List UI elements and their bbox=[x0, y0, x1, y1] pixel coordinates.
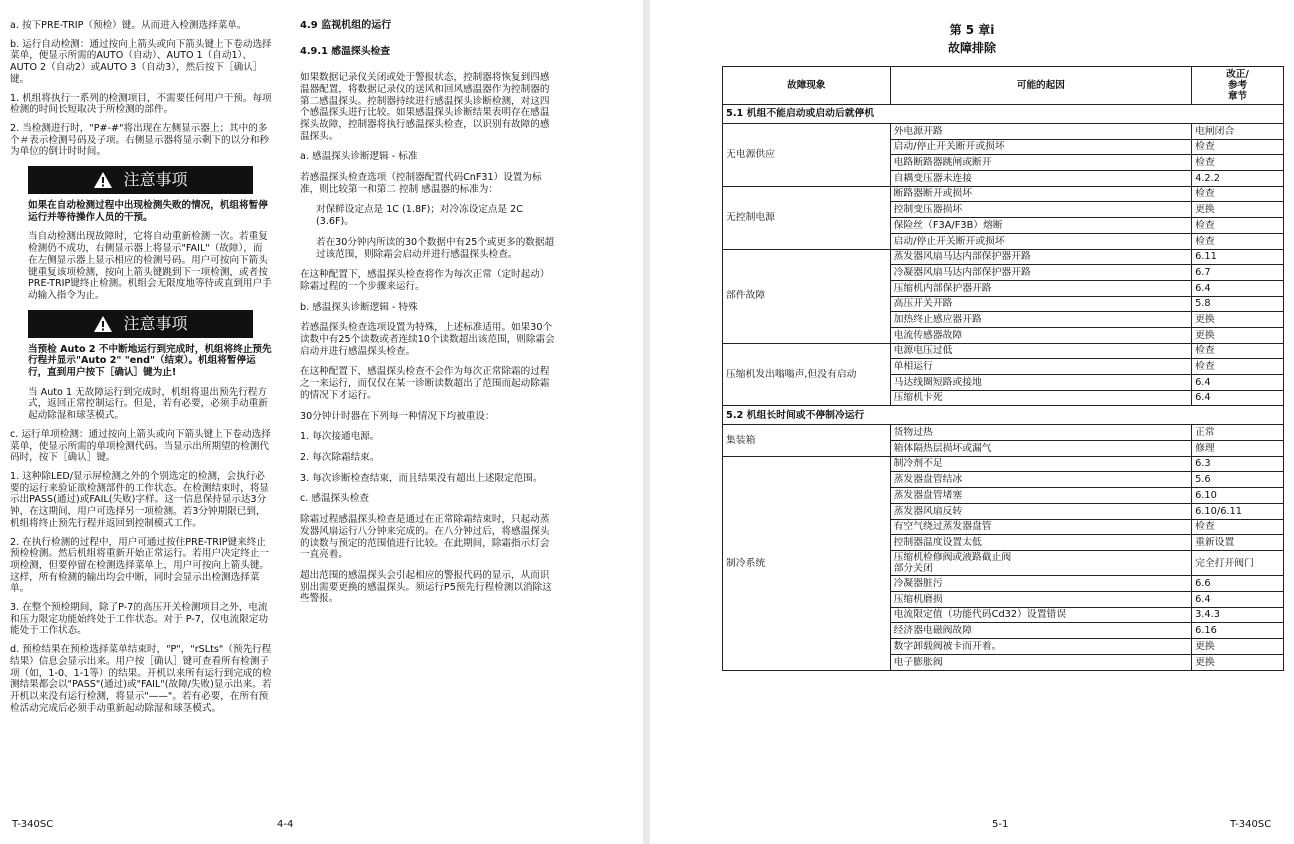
cause-cell: 自耦变压器未连接 bbox=[890, 171, 1191, 187]
remedy-cell: 5.8 bbox=[1192, 296, 1284, 312]
remedy-cell: 检查 bbox=[1192, 186, 1284, 202]
step-b1: 1. 机组将执行一系列的检测项目，不需要任何用户干预。每项检测的时间长短取决于所检测的部件。 bbox=[10, 92, 272, 116]
cause-cell: 数字卸载阀被卡而开着。 bbox=[890, 639, 1191, 655]
remedy-cell: 检查 bbox=[1192, 139, 1284, 155]
paragraph-setpoint: 对保鲜设定点是 1C (1.8F)；对冷冻设定点是 2C (3.6F)。 bbox=[316, 204, 523, 228]
remedy-cell: 检查 bbox=[1192, 359, 1284, 375]
remedy-cell: 检查 bbox=[1192, 218, 1284, 234]
remedy-cell: 5.6 bbox=[1192, 472, 1284, 488]
caution-title-1: 注意事项 bbox=[123, 170, 188, 190]
symptom-cell: 制冷系统 bbox=[723, 456, 891, 670]
left-page bbox=[0, 0, 643, 844]
remedy-cell: 3.4.3 bbox=[1192, 607, 1284, 623]
cause-cell: 压缩机检修阀或液路截止阀 部分关闭 bbox=[890, 550, 1191, 576]
paragraph-timer: 30分钟计时器在下列每一种情况下均被重设： bbox=[300, 410, 495, 422]
remedy-cell: 6.7 bbox=[1192, 265, 1284, 281]
cause-cell: 控制器温度设置太低 bbox=[890, 535, 1191, 551]
cause-cell: 高压开关开路 bbox=[890, 296, 1191, 312]
list-item-1: 1. 每次接通电源。 bbox=[300, 431, 380, 443]
paragraph-standard: 若感温探头检查选项（控制器配置代码CnF31）设置为标准，则比较第一和第二 控制 感温器的标准为： bbox=[300, 172, 542, 195]
paragraph-auto1: 当 Auto 1 无故障运行到完成时，机组将退出预先行程方式，返回正常控制运行。但是，若有必要，必须手动重新起动除湿和球茎模式。 bbox=[28, 386, 268, 422]
step-b2: 2. 当检测进行时，"P#-#"将出现在左侧显示器上；其中的多个＃表示检测号码及子项。右侧显示器将显示剩下的以分和秒为单位的倒计时时间。 bbox=[10, 122, 270, 158]
remedy-cell: 更换 bbox=[1192, 639, 1284, 655]
symptom-cell: 无电源供应 bbox=[723, 124, 891, 187]
list-item-3: 3. 每次诊断检查结束，而且结果没有超出上述限定范围。 bbox=[300, 472, 543, 484]
cause-cell: 压缩机内部保护器开路 bbox=[890, 280, 1191, 296]
remedy-cell: 更换 bbox=[1192, 327, 1284, 343]
section-row bbox=[723, 406, 1284, 425]
cause-cell: 电路断路器跳闸或断开 bbox=[890, 155, 1191, 171]
left-column bbox=[10, 20, 272, 721]
remedy-cell: 6.6 bbox=[1192, 576, 1284, 592]
cause-cell: 断路器断开或损坏 bbox=[890, 186, 1191, 202]
paragraph-intro: 如果数据记录仪关闭或处于警报状态，控制器将恢复到四感温器配置，将数据记录仪的送风和回风感温器作为控制器的第二感温探头。控制器持续进行感温探头诊断检测，对这四个感温探头进行比较。如果感温探头诊断结果表明存在感温探头故障，控制器将执行感温探头检查，以识别有故障的感温探头。 bbox=[300, 72, 550, 142]
table-row bbox=[723, 343, 1284, 359]
cause-cell: 箱体隔热层损坏或漏气 bbox=[890, 441, 1191, 457]
remedy-cell: 完全打开阀门 bbox=[1192, 550, 1284, 576]
cause-cell: 控制变压器损坏 bbox=[890, 202, 1191, 218]
remedy-cell: 检查 bbox=[1192, 519, 1284, 535]
remedy-cell: 6.10/6.11 bbox=[1192, 503, 1284, 519]
remedy-cell: 6.10 bbox=[1192, 488, 1284, 504]
step-d: d. 预检结果在预检选择菜单结束时，"P"，"rSLts"（预先行程结果）信息会显示出来。用户按［确认］键可查看所有检测子项（如，1-0、1-1等）的结果。开机以来所有运行到完成的检测结果都会以"PASS"(通过)或"FAIL"(故障/失败)显示出来。若开机以来没有运行检测，将显示"——"。若有必要，在所有预检活动完成后必须手动重新起动除湿和球茎模式。 bbox=[10, 644, 272, 714]
right-column bbox=[300, 20, 558, 614]
step-c3: 3. 在整个预检期间，除了P-7的高压开关检测项目之外，电流和压力限定功能始终处于工作状态。对于 P-7，仅电流限定功能处于工作状态。 bbox=[10, 602, 269, 637]
cause-cell: 压缩机磨损 bbox=[890, 592, 1191, 608]
table-row bbox=[723, 124, 1284, 140]
header-symptom: 故障现象 bbox=[723, 67, 891, 105]
cause-cell: 外电源开路 bbox=[890, 124, 1191, 140]
header-cause: 可能的起因 bbox=[890, 67, 1191, 105]
chapter-title: 故障排除 bbox=[947, 41, 996, 55]
remedy-cell: 重新设置 bbox=[1192, 535, 1284, 551]
symptom-cell: 部件故障 bbox=[723, 249, 891, 343]
cause-cell: 保险丝（F3A/F3B）熔断 bbox=[890, 218, 1191, 234]
cause-cell: 蒸发器风扇马达内部保护器开路 bbox=[890, 249, 1191, 265]
item-c-title: c. 感温探头检查 bbox=[300, 493, 369, 505]
cause-cell: 启动/停止开关断开或损坏 bbox=[890, 233, 1191, 249]
symptom-cell: 无控制电源 bbox=[723, 186, 891, 249]
footer-doc-code: T-340SC bbox=[1230, 818, 1272, 830]
cause-cell: 马达线圈短路或接地 bbox=[890, 375, 1191, 391]
remedy-cell: 6.4 bbox=[1192, 375, 1284, 391]
table-row bbox=[723, 425, 1284, 441]
remedy-cell: 检查 bbox=[1192, 155, 1284, 171]
chapter-number: 第 5 章i bbox=[949, 23, 995, 37]
cause-cell: 制冷剂不足 bbox=[890, 456, 1191, 472]
cause-cell: 蒸发器盘管结冰 bbox=[890, 472, 1191, 488]
remedy-cell: 修理 bbox=[1192, 441, 1284, 457]
cause-cell: 电子膨胀阀 bbox=[890, 654, 1191, 670]
paragraph-config-standard: 在这种配置下，感温探头检查将作为每次正常（定时起动）除霜过程的一个步骤来运行。 bbox=[300, 269, 550, 292]
cause-cell: 冷凝器风扇马达内部保护器开路 bbox=[890, 265, 1191, 281]
remedy-cell: 6.4 bbox=[1192, 592, 1284, 608]
step-c1: 1. 这种除LED/显示屏检测之外的个别选定的检测，会执行必要的运行来验证欲检测部件的工作状态。在检测结束时，将显示出PASS(通过)或FAIL(失败)字样。这一信息保持显示达3分钟，在这期间，用户可选择另一项检测。若3分钟期限已到，机组将终止预先行程并返回到控制模式工作。 bbox=[10, 470, 270, 529]
section-heading: 4.9 监视机组的运行 bbox=[300, 20, 392, 31]
item-b-title: b. 感温探头诊断逻辑 - 特殊 bbox=[300, 301, 418, 313]
subsection-heading: 4.9.1 感温探头检查 bbox=[300, 46, 391, 58]
cause-cell: 单相运行 bbox=[890, 359, 1191, 375]
list-item-2: 2. 每次除霜结束。 bbox=[300, 452, 380, 463]
chapter-heading bbox=[650, 21, 1294, 57]
caution-text-2: 当预检 Auto 2 不中断地运行到完成时，机组将终止预先行程并显示"Auto 2" "end"（结束）。机组将暂停运行，直到用户按下［确认］键为止! bbox=[28, 343, 272, 379]
cause-cell: 有空气绕过蒸发器盘管 bbox=[890, 519, 1191, 535]
caution-title-2: 注意事项 bbox=[123, 313, 188, 333]
cause-cell: 货物过热 bbox=[890, 425, 1191, 441]
remedy-cell: 6.3 bbox=[1192, 456, 1284, 472]
warning-triangle-icon bbox=[93, 315, 113, 333]
right-page bbox=[650, 0, 1294, 844]
paragraph-auto-fail: 当自动检测出现故障时，它将自动重新检测一次。若重复检测仍不成功，右侧显示器上将显示"FAIL"（故障），而在左侧显示器上显示相应的检测号码。用户可按向下箭头键重复该项检测，按向上箭头键跳到下一项检测，或者按PRE-TRIP键终止检测。机组会无限度地等待或直到用户手动输入指令为止。 bbox=[28, 231, 272, 301]
remedy-cell: 电闸闭合 bbox=[1192, 124, 1284, 140]
cause-cell: 经济器电磁阀故障 bbox=[890, 623, 1191, 639]
caution-banner-2 bbox=[28, 310, 253, 338]
paragraph-special: 若感温探头检查选项设置为特殊，上述标准适用。如果30个读数中有25个读数或者连续10个读数超出该范围，则除霜会启动并进行感温探头检查。 bbox=[300, 322, 555, 357]
step-b: b. 运行自动检测：通过按向上箭头或向下箭头键上下卷动选择菜单，便显示所需的AUTO（自动）、AUTO 1（自动1）、AUTO 2（自动2）或AUTO 3（自动3），然后按下［确认］键。 bbox=[10, 38, 272, 85]
step-a: a. 按下PRE-TRIP（预检）键。从而进入检测选择菜单。 bbox=[10, 20, 247, 31]
step-c: c. 运行单项检测：通过按向上箭头或向下箭头键上下卷动选择菜单，使显示所需的单项检测代码。当显示出所期望的检测代码时，按下［确认］键。 bbox=[10, 428, 271, 464]
footer-doc-code: T-340SC bbox=[12, 818, 54, 830]
cause-cell: 电流限定值（功能代码Cd32）设置错误 bbox=[890, 607, 1191, 623]
remedy-cell: 6.4 bbox=[1192, 280, 1284, 296]
section-title: 5.2 机组长时间或不停制冷运行 bbox=[723, 406, 1284, 425]
remedy-cell: 6.11 bbox=[1192, 249, 1284, 265]
symptom-cell: 压缩机发出嗡嗡声,但没有启动 bbox=[723, 343, 891, 406]
cause-cell: 压缩机卡死 bbox=[890, 390, 1191, 406]
header-remedy: 改正/ 参考 章节 bbox=[1192, 67, 1284, 105]
cause-cell: 蒸发器盘管堵塞 bbox=[890, 488, 1191, 504]
troubleshooting-table bbox=[722, 66, 1284, 671]
remedy-cell: 4.2.2 bbox=[1192, 171, 1284, 187]
paragraph-readings: 若在30分钟内所读的30个数据中有25个或更多的数据超过该范围，则除霜会启动并进行感温探头检查。 bbox=[316, 236, 555, 260]
step-c2: 2. 在执行检测的过程中，用户可通过按住PRE-TRIP键来终止预检检测。然后机组将重新开始正常运行。若用户决定终止一项检测，但要停留在检测选择菜单上，用户可按向上箭头键。这样，所有检测的输出均会中断，同时会显示出检测选择菜单。 bbox=[10, 536, 270, 595]
remedy-cell: 检查 bbox=[1192, 233, 1284, 249]
cause-cell: 电源电压过低 bbox=[890, 343, 1191, 359]
cause-cell: 加热终止感应器开路 bbox=[890, 312, 1191, 328]
cause-cell: 蒸发器风扇反转 bbox=[890, 503, 1191, 519]
footer-page-number: 5-1 bbox=[992, 818, 1009, 830]
table-row bbox=[723, 186, 1284, 202]
cause-cell: 电流传感器故障 bbox=[890, 327, 1191, 343]
remedy-cell: 更换 bbox=[1192, 312, 1284, 328]
remedy-cell: 更换 bbox=[1192, 202, 1284, 218]
remedy-cell: 6.4 bbox=[1192, 390, 1284, 406]
caution-text-1: 如果在自动检测过程中出现检测失败的情况，机组将暂停运行并等待操作人员的干预。 bbox=[28, 200, 268, 223]
table-row bbox=[723, 249, 1284, 265]
remedy-cell: 检查 bbox=[1192, 343, 1284, 359]
symptom-cell: 集装箱 bbox=[723, 425, 891, 456]
section-row bbox=[723, 105, 1284, 124]
table-row bbox=[723, 456, 1284, 472]
footer-page-number: 4-4 bbox=[277, 818, 294, 830]
warning-triangle-icon bbox=[93, 171, 113, 189]
remedy-cell: 正常 bbox=[1192, 425, 1284, 441]
cause-cell: 冷凝器脏污 bbox=[890, 576, 1191, 592]
paragraph-config-special: 在这种配置下，感温探头检查不会作为每次正常除霜的过程之一来运行，而仅仅在某一诊断读数超出了范围而起动除霜的情况下才运行。 bbox=[300, 366, 550, 401]
paragraph-probe-check: 除霜过程感温探头检查是通过在正常除霜结束时，只起动蒸发器风扇运行八分钟来完成的。在八分钟过后，将感温探头的读数与预定的范围值进行比较。在此期间，除霜指示灯会一直亮着。 bbox=[300, 514, 550, 561]
cause-cell: 启动/停止开关断开或损坏 bbox=[890, 139, 1191, 155]
remedy-cell: 更换 bbox=[1192, 654, 1284, 670]
section-title: 5.1 机组不能启动或启动后就停机 bbox=[723, 105, 1284, 124]
remedy-cell: 6.16 bbox=[1192, 623, 1284, 639]
caution-banner-1 bbox=[28, 166, 253, 194]
item-a-title: a. 感温探头诊断逻辑 - 标准 bbox=[300, 151, 418, 163]
paragraph-alarm: 超出范围的感温探头会引起相应的警报代码的显示，从而识别出需要更换的感温探头。须运行P5预先行程检测以消除这些警报。 bbox=[300, 569, 552, 605]
